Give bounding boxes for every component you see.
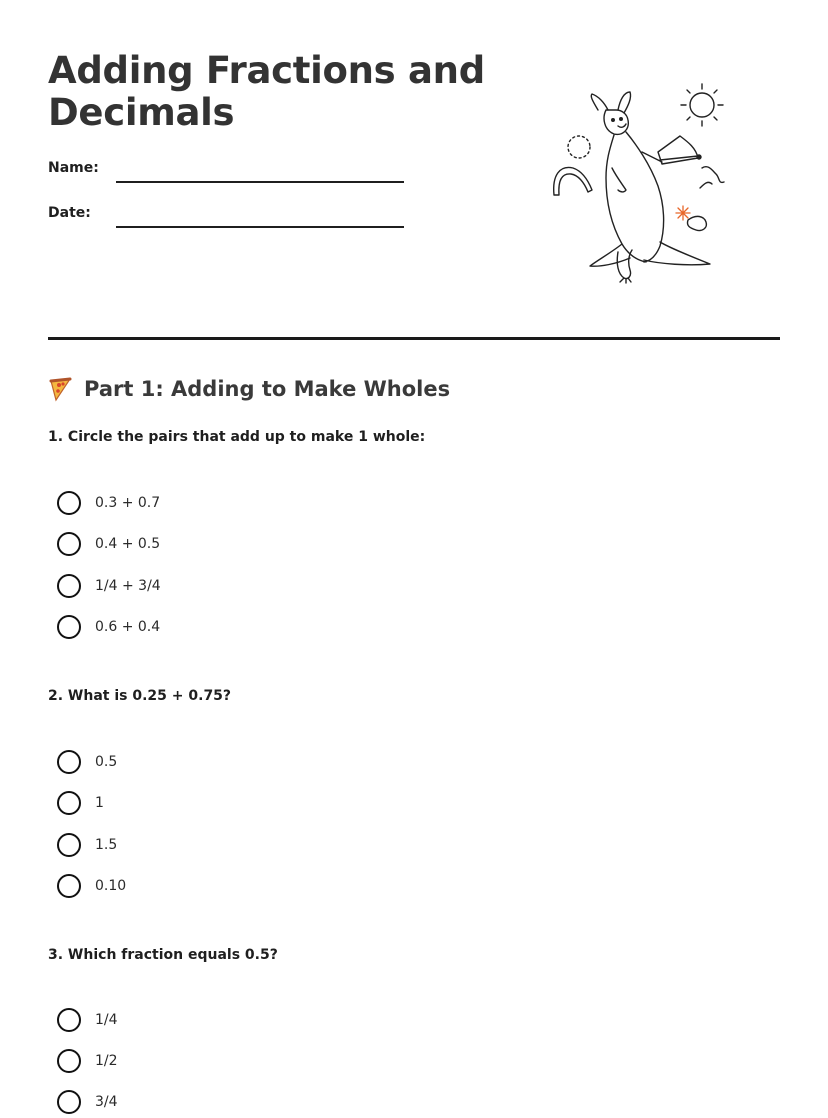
option-label: 0.6 + 0.4 <box>95 619 161 635</box>
option-q1-d[interactable] <box>57 614 160 640</box>
star-icon <box>676 206 690 220</box>
section-divider <box>48 337 780 340</box>
question-2: 2. What is 0.25 + 0.75? <box>48 688 232 704</box>
question-1: 1. Circle the pairs that add up to make 1 whole: <box>48 429 426 445</box>
radio-button[interactable] <box>57 574 81 598</box>
sun-icon <box>681 84 723 126</box>
radio-button[interactable] <box>57 1008 81 1032</box>
option-label: 0.5 <box>95 754 118 770</box>
option-label: 1/4 + 3/4 <box>95 578 161 594</box>
option-label: 1 <box>95 795 104 811</box>
option-q2-d[interactable] <box>57 873 126 899</box>
option-q1-b[interactable] <box>57 531 160 557</box>
option-label: 0.4 + 0.5 <box>95 536 161 552</box>
option-label: 1/4 <box>95 1012 118 1028</box>
option-label: 0.3 + 0.7 <box>95 495 161 511</box>
map-icon <box>700 167 724 188</box>
radio-button[interactable] <box>57 532 81 556</box>
option-label: 0.10 <box>95 878 127 894</box>
date-field[interactable] <box>116 226 404 228</box>
name-label: Name: <box>48 160 99 176</box>
radio-button[interactable] <box>57 491 81 515</box>
section-heading <box>48 374 450 404</box>
option-q3-b[interactable] <box>57 1048 118 1074</box>
question-3: 3. Which fraction equals 0.5? <box>48 947 278 963</box>
radio-button[interactable] <box>57 791 81 815</box>
radio-button[interactable] <box>57 615 81 639</box>
page-title: Adding Fractions and Decimals <box>48 49 485 134</box>
radio-button[interactable] <box>57 1090 81 1114</box>
option-label: 1.5 <box>95 837 118 853</box>
pizza-icon <box>48 376 74 402</box>
radio-button[interactable] <box>57 750 81 774</box>
option-q1-a[interactable] <box>57 490 160 516</box>
date-label: Date: <box>48 205 91 221</box>
option-q2-b[interactable] <box>57 790 104 816</box>
kangaroo-illustration <box>540 80 740 290</box>
option-label: 1/2 <box>95 1053 118 1069</box>
radio-button[interactable] <box>57 833 81 857</box>
section-title: Part 1: Adding to Make Wholes <box>84 377 451 401</box>
boomerang-icon <box>554 167 592 195</box>
option-q3-a[interactable] <box>57 1007 118 1033</box>
radio-button[interactable] <box>57 874 81 898</box>
radio-button[interactable] <box>57 1049 81 1073</box>
option-q2-a[interactable] <box>57 749 117 775</box>
option-label: 3/4 <box>95 1094 118 1110</box>
option-q1-c[interactable] <box>57 573 161 599</box>
name-field[interactable] <box>116 181 404 183</box>
option-q3-c[interactable] <box>57 1089 118 1115</box>
swirl-icon <box>568 136 590 158</box>
option-q2-c[interactable] <box>57 832 117 858</box>
